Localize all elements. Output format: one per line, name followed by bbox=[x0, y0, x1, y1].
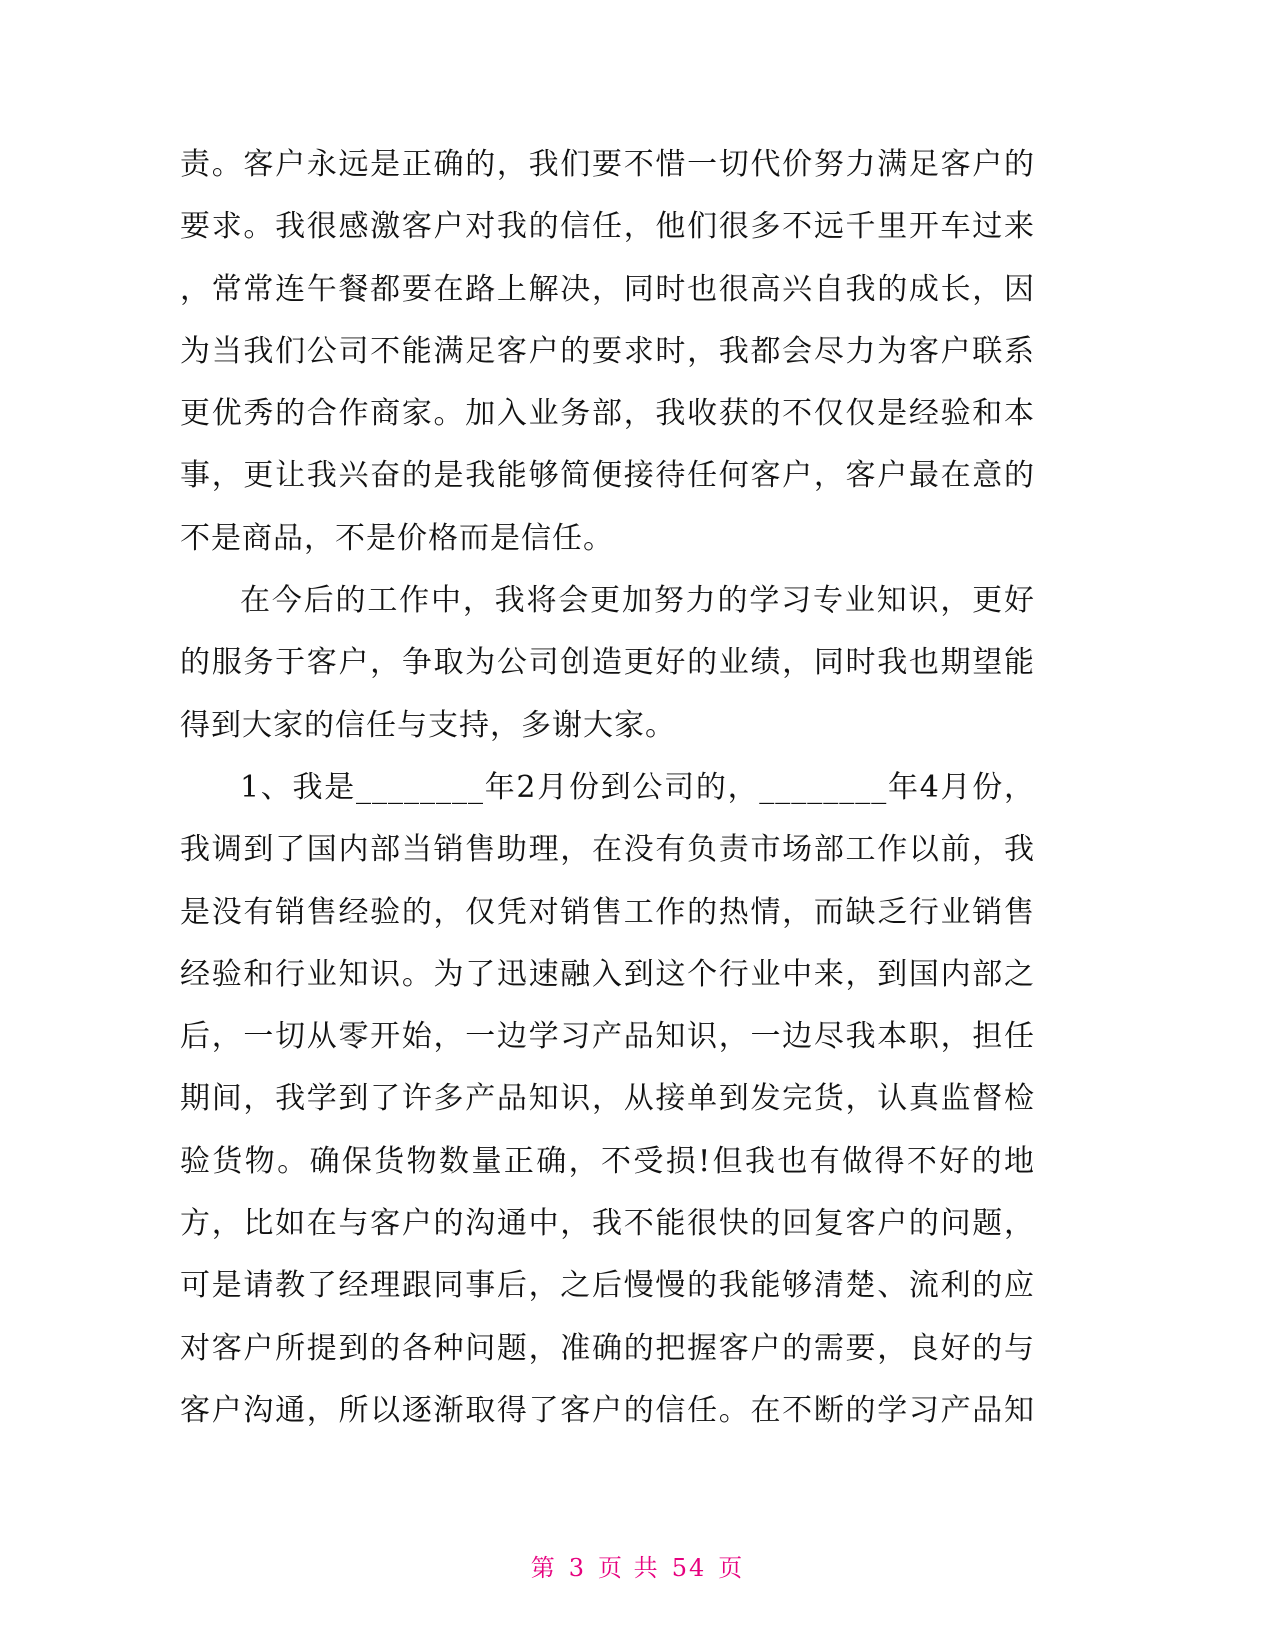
text-line: 责。客户永远是正确的，我们要不惜一切代价努力满足客户的 bbox=[180, 147, 1035, 182]
text-line: 的服务于客户，争取为公司创造更好的业绩，同时我也期望能 bbox=[180, 645, 1035, 681]
text-line: 我调到了国内部当销售助理，在没有负责市场部工作以前，我 bbox=[180, 832, 1035, 868]
text-line: 经验和行业知识。为了迅速融入到这个行业中来，到国内部之 bbox=[180, 956, 1035, 992]
text-line: 不是商品，不是价格而是信任。 bbox=[180, 520, 614, 556]
text-line: 方，比如在与客户的沟通中，我不能很快的回复客户的问题， bbox=[180, 1206, 1035, 1242]
text-line: 为当我们公司不能满足客户的要求时，我都会尽力为客户联系 bbox=[180, 333, 1035, 369]
text-line: 可是请教了经理跟同事后，之后慢慢的我能够清楚、流利的应 bbox=[180, 1268, 1035, 1304]
text-line: 事，更让我兴奋的是我能够简便接待任何客户，客户最在意的 bbox=[180, 458, 1035, 494]
footer-total-pages: 54 bbox=[671, 1554, 707, 1582]
text-line: 客户沟通，所以逐渐取得了客户的信任。在不断的学习产品知 bbox=[180, 1392, 1035, 1428]
text-line: 要求。我很感激客户对我的信任，他们很多不远千里开车过来 bbox=[180, 209, 1035, 245]
page-footer bbox=[0, 1548, 1275, 1583]
text-line: ，常常连午餐都要在路上解决，同时也很高兴自我的成长，因 bbox=[180, 271, 1035, 307]
text-line: 后，一切从零开始，一边学习产品知识，一边尽我本职，担任 bbox=[180, 1019, 1035, 1055]
text-line: 是没有销售经验的，仅凭对销售工作的热情，而缺乏行业销售 bbox=[180, 894, 1035, 930]
text-line: 更优秀的合作商家。加入业务部，我收获的不仅仅是经验和本 bbox=[180, 396, 1035, 432]
footer-prefix: 第 bbox=[530, 1554, 557, 1582]
document-body bbox=[180, 134, 1035, 1442]
text-line: 期间，我学到了许多产品知识，从接单到发完货，认真监督检 bbox=[180, 1081, 1035, 1117]
footer-middle: 页 共 bbox=[598, 1554, 660, 1582]
text-line: 在今后的工作中，我将会更加努力的学习专业知识，更好 bbox=[240, 583, 1035, 619]
text-line: 得到大家的信任与支持，多谢大家。 bbox=[180, 707, 676, 743]
text-line: 对客户所提到的各种问题，准确的把握客户的需要，良好的与 bbox=[180, 1330, 1035, 1366]
text-line: 1、我是________年2月份到公司的，________年4月份， bbox=[240, 769, 1035, 805]
text-line: 验货物。确保货物数量正确，不受损!但我也有做得不好的地 bbox=[180, 1143, 1035, 1179]
footer-suffix: 页 bbox=[718, 1554, 745, 1582]
footer-page-number: 3 bbox=[568, 1554, 587, 1582]
